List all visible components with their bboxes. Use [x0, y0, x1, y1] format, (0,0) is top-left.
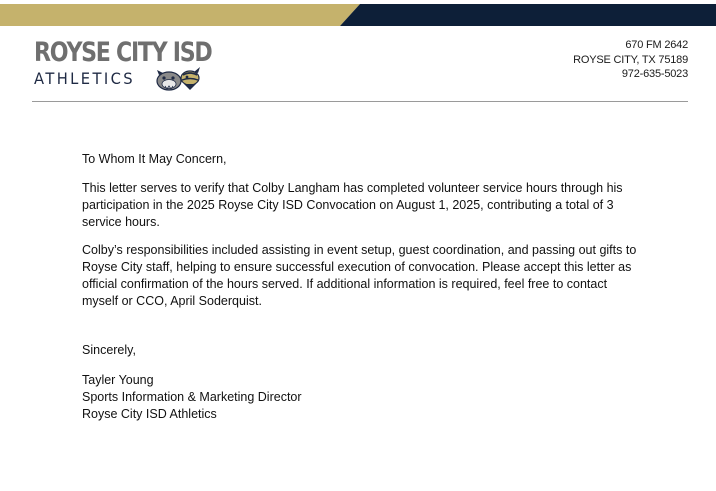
address-street: 670 FM 2642 [625, 39, 688, 51]
district-address [573, 38, 688, 82]
header-divider [32, 101, 688, 102]
logo-subtitle: ATHLETICS [34, 69, 135, 88]
paragraph-responsibilities: Colby’s responsibilities included assisting in event setup, guest coordination, and passing out gifts to Royse City staff, helping to ensure successful execution of convocation. Please accept this letter as official confirmation of the hours served. If additional information is required, feel free to contact myself or CCO, April Soderquist. [82, 243, 637, 308]
closing: Sincerely, [82, 343, 136, 357]
header-banner [0, 0, 716, 26]
salutation: To Whom It May Concern, [82, 152, 227, 166]
paragraph-verification: This letter serves to verify that Colby Langham has completed volunteer service hours through his participation in the 2025 Royse City ISD Convocation on August 1, 2025, contributing a total of 3 service hours. [82, 181, 623, 229]
bulldog-jacket-mascot-icon [154, 66, 202, 92]
signer-name: Tayler Young [82, 373, 154, 387]
letter-body [82, 151, 642, 423]
address-phone: 972-635-5023 [621, 68, 688, 80]
signer-title: Sports Information & Marketing Director [82, 390, 302, 404]
signer-organization: Royse City ISD Athletics [82, 407, 217, 421]
address-city: ROYSE CITY, TX 75189 [573, 53, 688, 66]
logo-title: ROYSE CITY ISD [34, 37, 212, 68]
district-logo [34, 37, 212, 94]
